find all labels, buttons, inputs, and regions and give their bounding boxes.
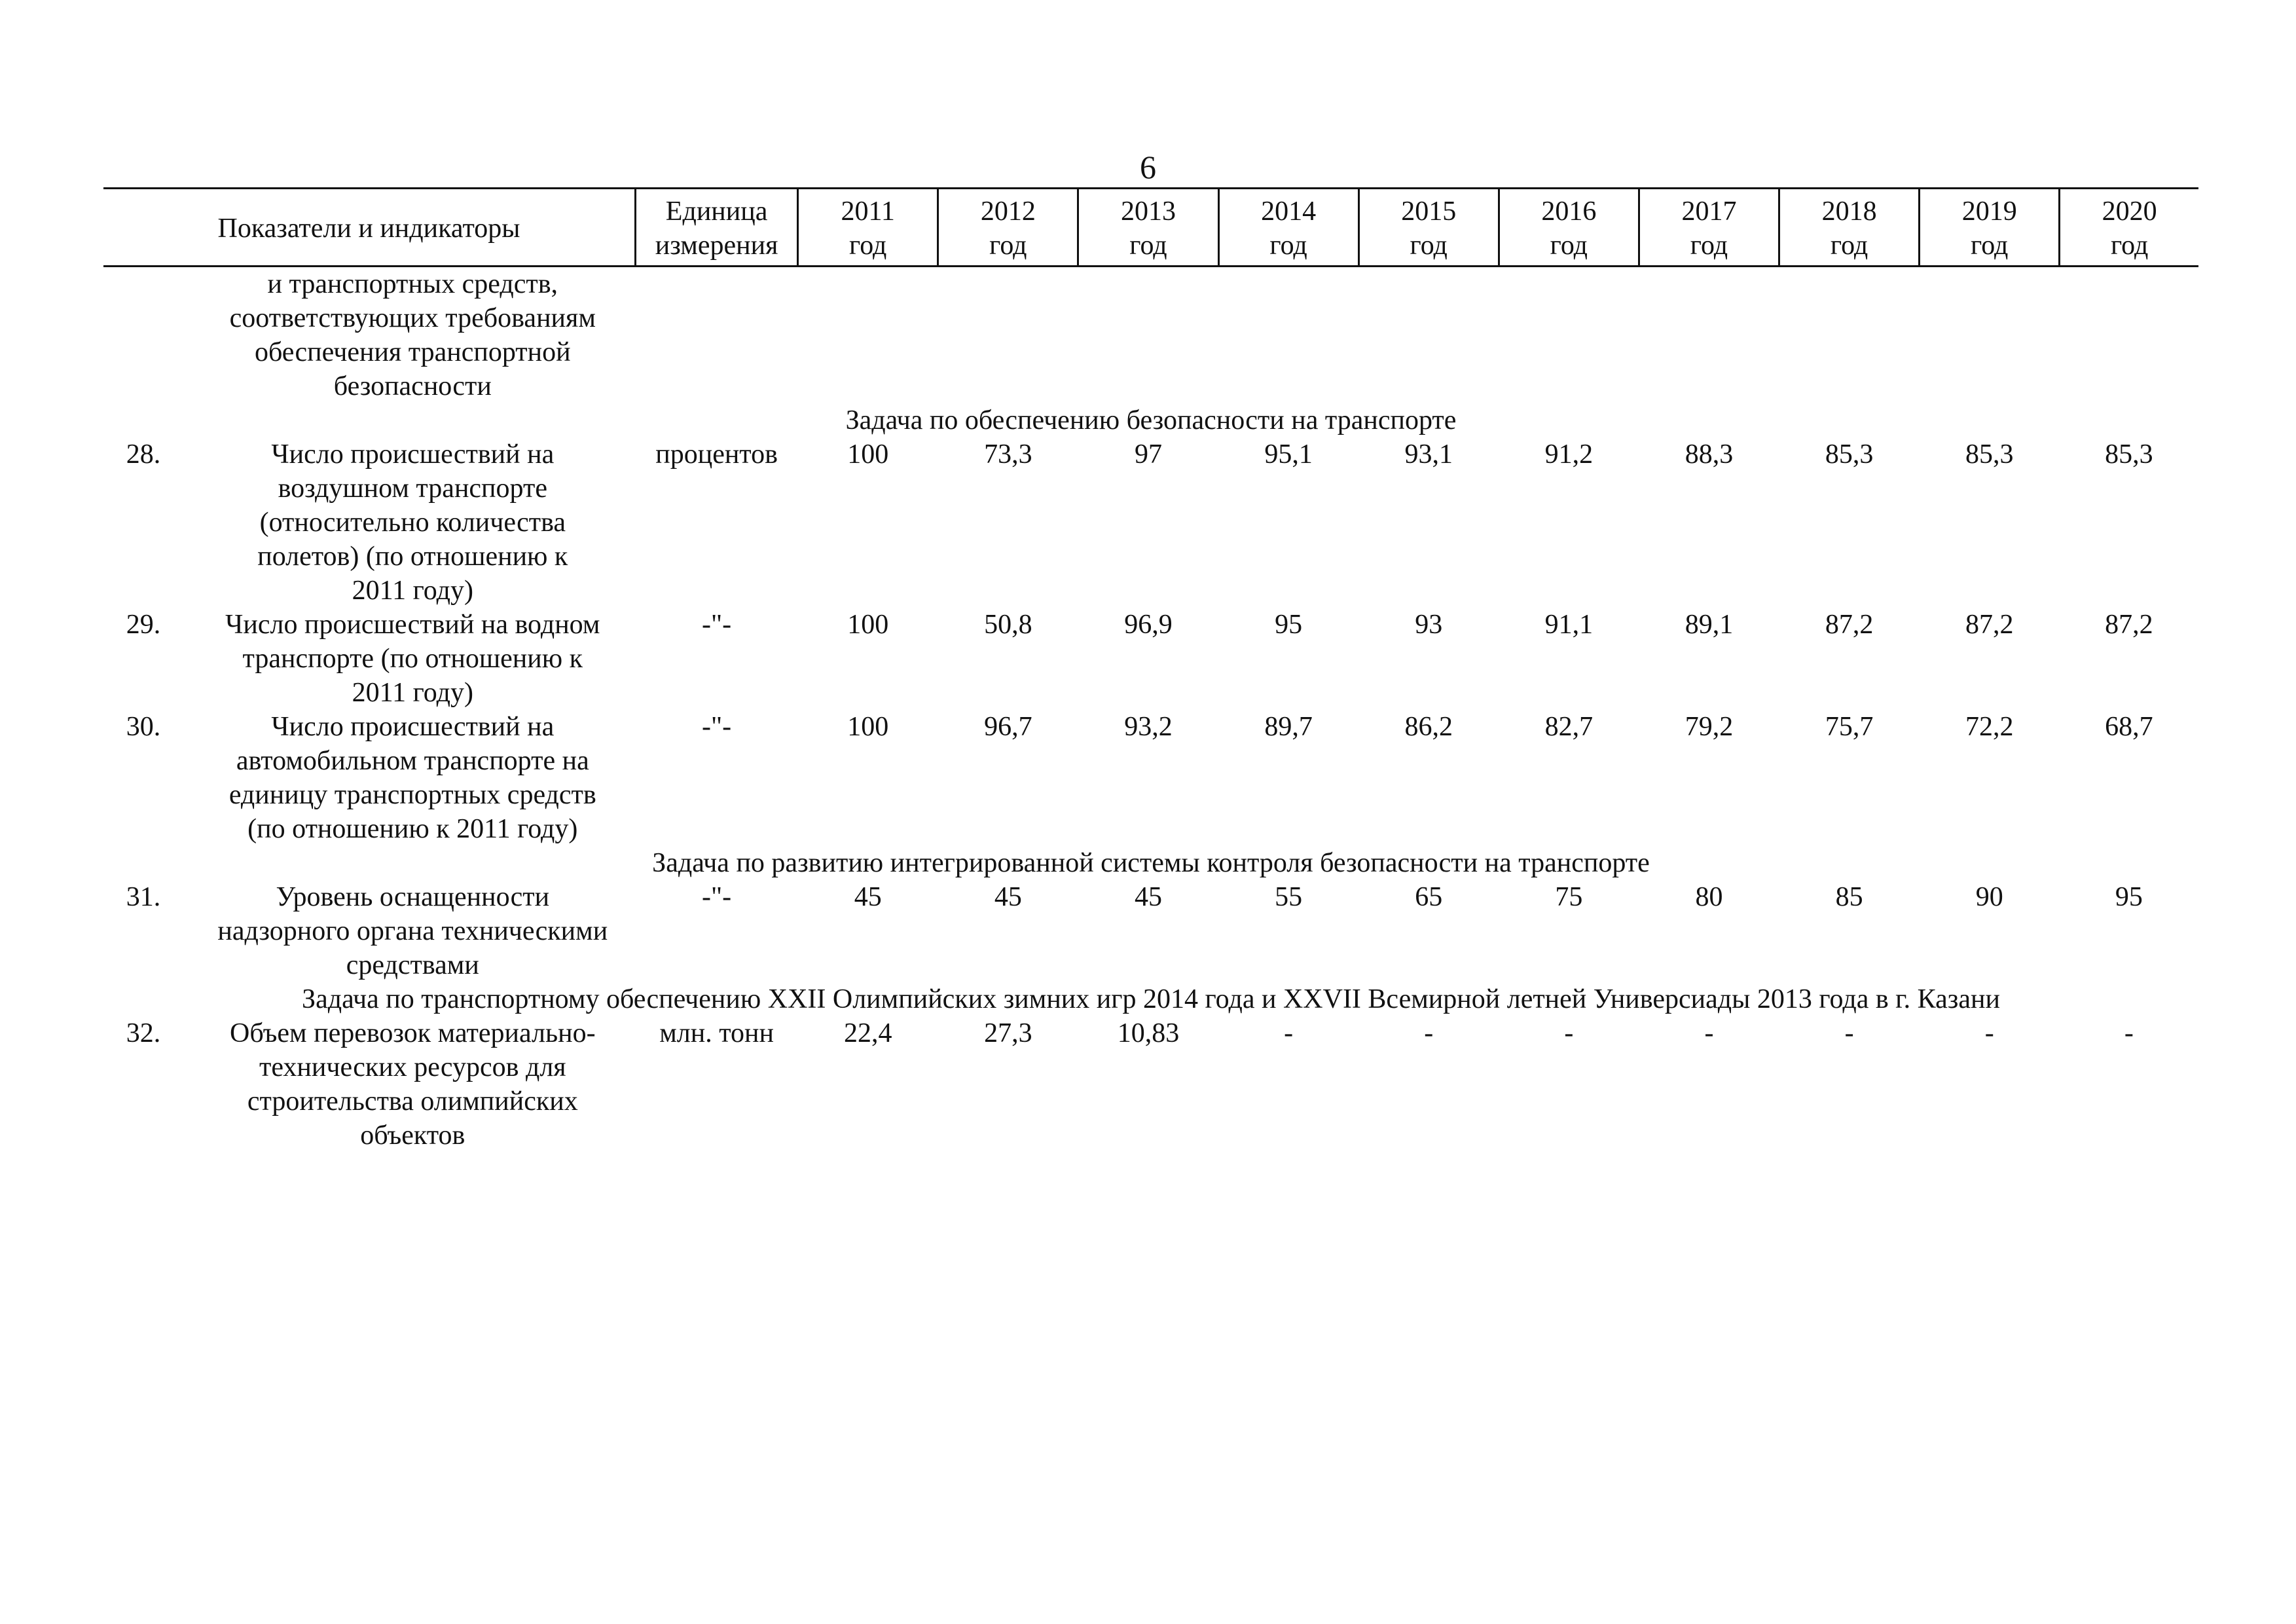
value-cell: 95 bbox=[1275, 610, 1303, 640]
task-heading-1 bbox=[103, 403, 2198, 437]
year-label: 2013 bbox=[1120, 196, 1176, 227]
header-unit-line2: измерения bbox=[655, 231, 778, 261]
value-cell: 95,1 bbox=[1264, 439, 1313, 470]
year-suffix: год bbox=[1830, 231, 1868, 261]
year-label: 2016 bbox=[1541, 196, 1597, 227]
value-cell: 80 bbox=[1695, 882, 1723, 912]
table-row bbox=[103, 1016, 2198, 1153]
year-suffix: год bbox=[1550, 231, 1588, 261]
table-row bbox=[103, 437, 2198, 608]
year-label: 2020 bbox=[2102, 196, 2157, 227]
value-cell: 55 bbox=[1275, 882, 1303, 912]
row-number: 29. bbox=[126, 610, 161, 640]
value-cell: 45 bbox=[854, 882, 882, 912]
table-row bbox=[103, 710, 2198, 846]
value-cell: 85,3 bbox=[1825, 439, 1874, 470]
value-cell: 82,7 bbox=[1544, 712, 1594, 742]
header-year-2015 bbox=[1358, 189, 1499, 267]
year-label: 2018 bbox=[1821, 196, 1877, 227]
row-name bbox=[190, 1016, 635, 1153]
task-heading-text: Задача по развитию интегрированной системы контроля безопасности на транспорте bbox=[652, 848, 1650, 878]
name-line: единицу транспортных средств bbox=[228, 780, 596, 810]
header-year-2019 bbox=[1920, 189, 2060, 267]
name-line: Объем перевозок материально- bbox=[230, 1018, 596, 1048]
value-cell: 45 bbox=[1134, 882, 1162, 912]
value-cell: 93,1 bbox=[1404, 439, 1453, 470]
row-number: 30. bbox=[126, 712, 161, 742]
header-unit-line1: Единица bbox=[665, 196, 768, 227]
value-cell: - bbox=[1564, 1018, 1574, 1048]
table-row bbox=[103, 880, 2198, 982]
name-line: (по отношению к 2011 году) bbox=[247, 814, 578, 844]
value-cell: - bbox=[1844, 1018, 1854, 1048]
header-year-2011 bbox=[798, 189, 938, 267]
year-suffix: год bbox=[989, 231, 1027, 261]
value-cell: 93 bbox=[1415, 610, 1443, 640]
name-line: обеспечения транспортной bbox=[254, 337, 571, 367]
row-name bbox=[190, 710, 635, 846]
name-line: 2011 году) bbox=[352, 576, 473, 606]
name-line: транспорте (по отношению к bbox=[242, 644, 583, 674]
value-cell: 100 bbox=[847, 712, 889, 742]
value-cell: 96,9 bbox=[1124, 610, 1173, 640]
year-label: 2011 bbox=[841, 196, 895, 227]
value-cell: 50,8 bbox=[984, 610, 1032, 640]
continuation-text bbox=[190, 267, 635, 404]
name-line: и транспортных средств, bbox=[267, 269, 558, 299]
header-year-2020 bbox=[2060, 189, 2198, 267]
value-cell: 85,3 bbox=[1965, 439, 2014, 470]
year-suffix: год bbox=[1410, 231, 1448, 261]
row-name bbox=[190, 880, 635, 982]
year-suffix: год bbox=[1269, 231, 1307, 261]
name-line: автомобильном транспорте на bbox=[236, 746, 589, 776]
row-number: 28. bbox=[126, 439, 161, 470]
name-line: строительства олимпийских bbox=[247, 1086, 578, 1116]
value-cell: 73,3 bbox=[984, 439, 1032, 470]
value-cell: 88,3 bbox=[1685, 439, 1734, 470]
indicators-table bbox=[103, 187, 2198, 1153]
value-cell: 89,7 bbox=[1264, 712, 1313, 742]
year-label: 2017 bbox=[1681, 196, 1737, 227]
name-line: 2011 году) bbox=[352, 678, 473, 708]
table-row bbox=[103, 608, 2198, 710]
value-cell: 65 bbox=[1415, 882, 1443, 912]
value-cell: 96,7 bbox=[984, 712, 1032, 742]
value-cell: 87,2 bbox=[1965, 610, 2014, 640]
task-heading-text: Задача по транспортному обеспечению XXII Олимпийских зимних игр 2014 года и XXVII Всемирной летней Универсиады 2013 года в г. Казани bbox=[302, 984, 2000, 1014]
row-number: 32. bbox=[126, 1018, 161, 1048]
page-number: 6 bbox=[1140, 149, 1156, 185]
value-cell: - bbox=[1424, 1018, 1434, 1048]
row-unit: -"- bbox=[702, 882, 732, 912]
name-line: (относительно количества bbox=[259, 507, 566, 538]
value-cell: 100 bbox=[847, 439, 889, 470]
year-suffix: год bbox=[849, 231, 887, 261]
row-number: 31. bbox=[126, 882, 161, 912]
name-line: Число происшествий на bbox=[271, 712, 555, 742]
row-unit: процентов bbox=[655, 439, 778, 470]
value-cell: 93,2 bbox=[1124, 712, 1173, 742]
row-unit: млн. тонн bbox=[659, 1018, 774, 1048]
value-cell: - bbox=[2124, 1018, 2134, 1048]
name-line: воздушном транспорте bbox=[278, 473, 547, 504]
value-cell: - bbox=[1284, 1018, 1294, 1048]
table-header-row bbox=[103, 189, 2198, 267]
name-line: Число происшествий на bbox=[271, 439, 555, 470]
row-name bbox=[190, 437, 635, 608]
value-cell: 90 bbox=[1975, 882, 2003, 912]
year-suffix: год bbox=[1690, 231, 1728, 261]
value-cell: - bbox=[1704, 1018, 1714, 1048]
year-label: 2012 bbox=[980, 196, 1036, 227]
value-cell: 97 bbox=[1134, 439, 1162, 470]
header-year-2018 bbox=[1779, 189, 1920, 267]
value-cell: 75 bbox=[1555, 882, 1583, 912]
header-year-2012 bbox=[938, 189, 1078, 267]
header-unit bbox=[636, 189, 798, 267]
value-cell: 91,1 bbox=[1544, 610, 1594, 640]
continuation-row bbox=[103, 267, 2198, 404]
value-cell: 87,2 bbox=[1825, 610, 1874, 640]
name-line: технических ресурсов для bbox=[259, 1052, 566, 1082]
continuation-num-cell bbox=[103, 267, 190, 404]
name-line: средствами bbox=[346, 950, 479, 980]
name-line: соответствующих требованиям bbox=[229, 303, 596, 333]
task-heading-2 bbox=[103, 846, 2198, 880]
year-suffix: год bbox=[1971, 231, 2009, 261]
value-cell: 95 bbox=[2115, 882, 2143, 912]
value-cell: 86,2 bbox=[1404, 712, 1453, 742]
task-heading-3 bbox=[103, 982, 2198, 1016]
name-line: надзорного органа техническими bbox=[217, 916, 608, 946]
year-suffix: год bbox=[2110, 231, 2149, 261]
row-unit: -"- bbox=[702, 712, 732, 742]
header-year-2017 bbox=[1639, 189, 1779, 267]
header-year-2014 bbox=[1218, 189, 1358, 267]
value-cell: 27,3 bbox=[984, 1018, 1032, 1048]
value-cell: 72,2 bbox=[1965, 712, 2014, 742]
value-cell: 22,4 bbox=[843, 1018, 892, 1048]
value-cell: 85 bbox=[1835, 882, 1863, 912]
year-label: 2015 bbox=[1401, 196, 1457, 227]
value-cell: 68,7 bbox=[2105, 712, 2153, 742]
value-cell: 85,3 bbox=[2105, 439, 2153, 470]
value-cell: 79,2 bbox=[1685, 712, 1734, 742]
row-name bbox=[190, 608, 635, 710]
value-cell: - bbox=[1984, 1018, 1994, 1048]
row-unit: -"- bbox=[702, 610, 732, 640]
task-heading-text: Задача по обеспечению безопасности на транспорте bbox=[845, 405, 1457, 435]
header-year-2013 bbox=[1078, 189, 1218, 267]
name-line: Число происшествий на водном bbox=[225, 610, 600, 640]
year-label: 2019 bbox=[1961, 196, 2017, 227]
value-cell: 10,83 bbox=[1117, 1018, 1180, 1048]
year-suffix: год bbox=[1129, 231, 1167, 261]
name-line: безопасности bbox=[333, 371, 492, 401]
header-indicators: Показатели и индикаторы bbox=[103, 189, 636, 267]
value-cell: 89,1 bbox=[1685, 610, 1734, 640]
name-line: Уровень оснащенности bbox=[276, 882, 550, 912]
value-cell: 91,2 bbox=[1544, 439, 1594, 470]
header-year-2016 bbox=[1499, 189, 1639, 267]
name-line: полетов) (по отношению к bbox=[257, 542, 568, 572]
value-cell: 87,2 bbox=[2105, 610, 2153, 640]
value-cell: 75,7 bbox=[1825, 712, 1874, 742]
value-cell: 100 bbox=[847, 610, 889, 640]
value-cell: 45 bbox=[994, 882, 1022, 912]
continuation-empty bbox=[636, 267, 2198, 404]
name-line: объектов bbox=[360, 1120, 465, 1151]
year-label: 2014 bbox=[1261, 196, 1317, 227]
